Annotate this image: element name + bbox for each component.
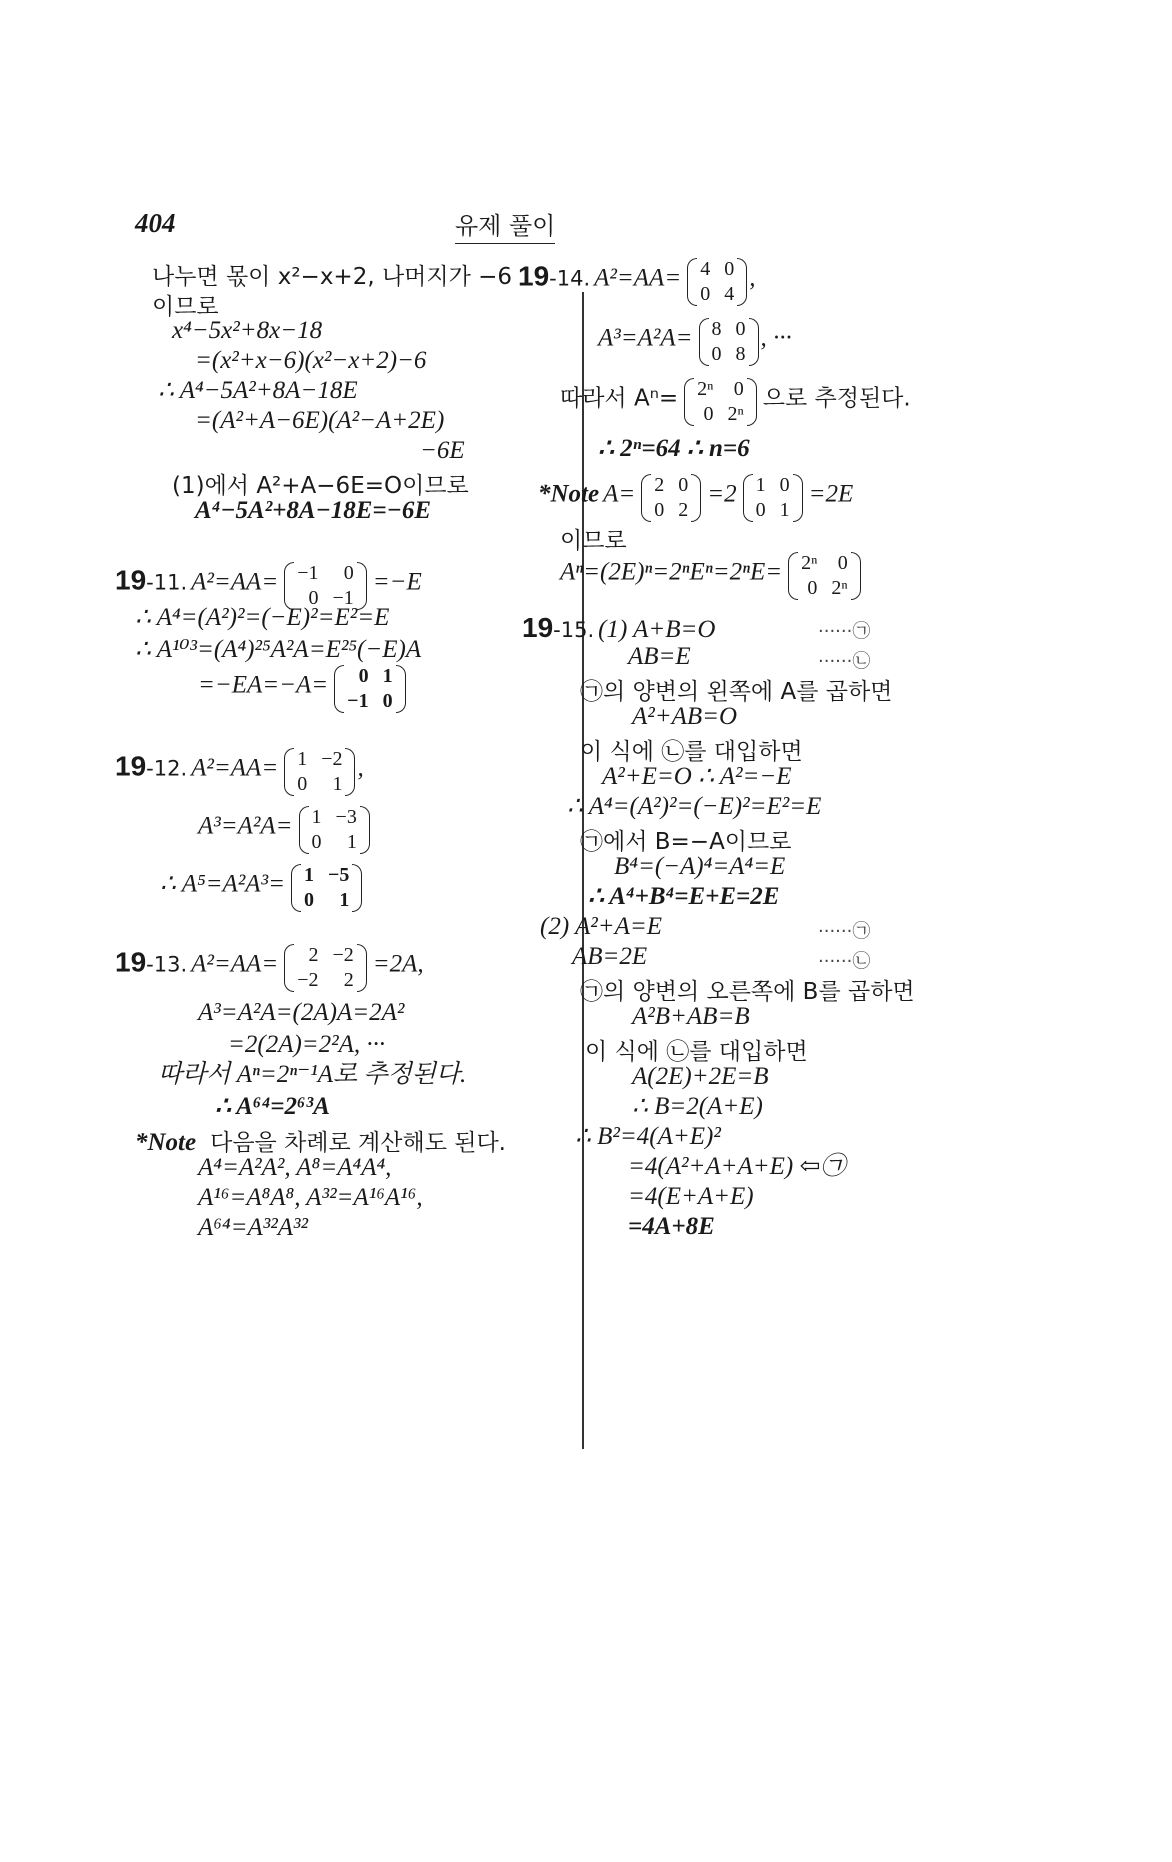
note-14: *Note A= 2 0 0 2 =2 1 0 0 1 =2E <box>538 474 854 521</box>
matrix-bracket <box>747 378 757 426</box>
matrix-entry: 2ⁿ <box>727 403 744 425</box>
matrix <box>684 378 757 426</box>
matrix <box>699 318 759 366</box>
matrix-entry: −2 <box>321 748 343 770</box>
math-line: B⁴=(−A)⁴=A⁴=E <box>614 853 786 880</box>
matrix-bracket <box>691 474 701 522</box>
math-line: A⁴=A²A², A⁸=A⁴A⁴, <box>198 1154 392 1181</box>
matrix-entry: 0 <box>724 258 735 280</box>
matrix <box>291 864 362 912</box>
matrix-bracket <box>684 378 694 426</box>
matrix-entry: −1 <box>297 562 319 584</box>
matrix-bracket <box>357 944 367 992</box>
matrix-entry: 2 <box>308 944 319 966</box>
matrix-bracket <box>743 474 753 522</box>
matrix-bracket <box>334 665 344 713</box>
matrix-entry: −3 <box>335 806 357 828</box>
matrix-entry: 0 <box>700 283 711 305</box>
math-line: ∴ A⁴=(A²)²=(−E)²=E²=E <box>135 604 390 631</box>
math-line: A³=A²A=(2A)A=2A² <box>198 999 405 1026</box>
matrix-bracket <box>396 665 406 713</box>
matrix-entry: 2ⁿ <box>801 552 818 574</box>
matrix-entry: 8 <box>711 318 722 340</box>
math-line: A³=A²A= 8 0 0 8 , ··· <box>598 318 792 365</box>
matrix-entry: 0 <box>837 552 848 574</box>
matrix-entry: 0 <box>311 831 322 853</box>
math-line: =4(A²+A+A+E) ⇦㉠ <box>628 1153 846 1180</box>
matrix-bracket <box>737 258 747 306</box>
problem-19-12: 19-12. A²=AA= 1 −2 0 1 , <box>115 748 364 795</box>
matrix-entry: −2 <box>297 969 319 991</box>
matrix-entry: 0 <box>779 474 790 496</box>
math-line: A²+AB=O <box>632 703 738 730</box>
matrix-entry: 0 <box>382 690 393 712</box>
matrix-entry: 4 <box>724 283 735 305</box>
matrix-entry: −1 <box>347 690 369 712</box>
matrix <box>299 806 370 854</box>
matrix-bracket <box>345 748 355 796</box>
problem-19-11: 19-11. A²=AA= −1 0 0 −1 =−E <box>115 562 422 609</box>
text-line: 이 식에 ㉡를 대입하면 <box>580 739 803 765</box>
matrix-entry: −5 <box>327 864 350 886</box>
matrix-bracket <box>284 748 294 796</box>
matrix-bracket <box>788 552 798 600</box>
matrix-entry: 0 <box>654 499 665 521</box>
math-line: ∴ A⁵=A²A³= 1 −5 0 1 <box>160 864 364 912</box>
problem-19-14: 19-14. A²=AA= 4 0 0 4 , <box>518 258 756 305</box>
matrix <box>743 474 803 522</box>
text-line: (1)에서 A²+A−6E=O이므로 <box>172 473 469 499</box>
equation-marker: ······㉡ <box>818 951 871 972</box>
math-line: =(A²+A−6E)(A²−A+2E) <box>195 407 445 434</box>
math-line: =4(E+A+E) <box>628 1183 754 1210</box>
math-line: ∴ A⁴−5A²+8A−18E <box>158 377 358 404</box>
math-line: A²+E=O ∴ A²=−E <box>602 763 792 790</box>
matrix-bracket <box>284 562 294 610</box>
text-line: ㉠의 양변의 왼쪽에 A를 곱하면 <box>580 679 893 705</box>
matrix-entry: 8 <box>735 343 746 365</box>
problem-19-13: 19-13. A²=AA= 2 −2 −2 2 =2A, <box>115 944 424 991</box>
matrix-entry: 0 <box>343 562 354 584</box>
text-line: ㉠의 양변의 오른쪽에 B를 곱하면 <box>580 979 915 1005</box>
matrix-entry: 1 <box>755 474 766 496</box>
math-line: x⁴−5x²+8x−18 <box>172 317 323 344</box>
math-line: =2(2A)=2²A, ··· <box>228 1031 386 1058</box>
matrix-bracket <box>360 806 370 854</box>
equation-marker: ······㉠ <box>818 921 871 942</box>
math-line: ∴ A⁴=(A²)²=(−E)²=E²=E <box>567 793 822 820</box>
math-line: =−EA=−A= 0 1 −1 0 <box>198 665 408 713</box>
math-line: ∴ A⁴+B⁴=E+E=2E <box>588 883 780 910</box>
matrix-bracket <box>357 562 367 610</box>
matrix-entry: 0 <box>733 378 744 400</box>
matrix-entry: 0 <box>308 587 319 609</box>
page-title: 유제 풀이 <box>455 206 555 244</box>
math-line: ∴ 2ⁿ=64 ∴ n=6 <box>598 435 750 462</box>
math-line: A⁶⁴=A³²A³² <box>198 1214 309 1241</box>
math-line: (2) A²+A=E <box>540 913 662 940</box>
matrix <box>641 474 701 522</box>
matrix-entry: 0 <box>807 577 818 599</box>
text-line: 이므로 <box>560 528 627 554</box>
math-line: =4A+8E <box>628 1213 715 1240</box>
matrix-bracket <box>299 806 309 854</box>
matrix-entry: 0 <box>303 889 314 911</box>
math-line: A³=A²A= 1 −3 0 1 <box>198 806 372 854</box>
matrix-bracket <box>352 864 362 912</box>
matrix-entry: 4 <box>700 258 711 280</box>
math-line: 따라서 Aⁿ= 2ⁿ 0 0 2ⁿ 으로 추정된다. <box>560 378 911 425</box>
matrix-bracket <box>699 318 709 366</box>
matrix-entry: 2 <box>678 499 689 521</box>
matrix-entry: 2ⁿ <box>697 378 714 400</box>
matrix-bracket <box>851 552 861 600</box>
math-line: A(2E)+2E=B <box>632 1063 769 1090</box>
math-line: AB=E <box>628 643 691 670</box>
matrix-bracket <box>291 864 301 912</box>
math-line: AB=2E <box>572 943 648 970</box>
matrix-entry: 0 <box>703 403 714 425</box>
matrix-entry: 2 <box>654 474 665 496</box>
matrix-entry: 0 <box>735 318 746 340</box>
matrix-entry: 0 <box>297 773 308 795</box>
equation-marker: ······㉡ <box>818 651 871 672</box>
matrix-entry: 0 <box>678 474 689 496</box>
math-line: −6E <box>420 437 465 464</box>
matrix-entry: 1 <box>297 748 308 770</box>
matrix <box>687 258 747 306</box>
equation-marker: ······㉠ <box>818 621 871 642</box>
matrix-entry: 1 <box>382 665 393 687</box>
column-divider <box>582 292 584 1449</box>
text-line: 이므로 <box>152 294 219 320</box>
math-line: A¹⁶=A⁸A⁸, A³²=A¹⁶A¹⁶, <box>198 1184 423 1211</box>
matrix-entry: 1 <box>779 499 790 521</box>
problem-19-15: 19-15. (1) A+B=O <box>522 612 716 643</box>
text-line: ㉠에서 B=−A이므로 <box>580 829 792 855</box>
matrix-entry: 1 <box>346 831 357 853</box>
math-line: ∴ A¹⁰³=(A⁴)²⁵A²A=E²⁵(−E)A <box>135 636 422 663</box>
math-line: Aⁿ=(2E)ⁿ=2ⁿEⁿ=2ⁿE= 2ⁿ 0 0 2ⁿ <box>560 552 863 600</box>
matrix-bracket <box>749 318 759 366</box>
matrix-entry: −1 <box>332 587 354 609</box>
matrix-entry: 1 <box>332 773 343 795</box>
math-line: =(x²+x−6)(x²−x+2)−6 <box>195 347 427 374</box>
matrix <box>788 552 861 600</box>
matrix-entry: 0 <box>711 343 722 365</box>
matrix-bracket <box>687 258 697 306</box>
matrix-entry: 1 <box>339 889 350 911</box>
math-line: A²B+AB=B <box>632 1003 750 1030</box>
note-13: *Note 다음을 차례로 계산해도 된다. <box>135 1129 506 1156</box>
matrix-entry: 2 <box>343 969 354 991</box>
matrix-bracket <box>284 944 294 992</box>
page-number: 404 <box>135 208 176 238</box>
matrix-bracket <box>641 474 651 522</box>
matrix <box>284 748 355 796</box>
math-line: A⁴−5A²+8A−18E=−6E <box>195 497 431 524</box>
matrix <box>284 562 367 610</box>
math-line: ∴ B²=4(A+E)² <box>575 1123 721 1150</box>
math-line: ∴ B=2(A+E) <box>632 1093 763 1120</box>
matrix <box>284 944 367 992</box>
text-line: 이 식에 ㉡를 대입하면 <box>585 1039 808 1065</box>
matrix-entry: 1 <box>303 864 314 886</box>
matrix-bracket <box>793 474 803 522</box>
text-line: 나누면 몫이 x²−x+2, 나머지가 −6 <box>152 264 513 290</box>
matrix-entry: 1 <box>311 806 322 828</box>
matrix <box>334 665 405 713</box>
matrix-entry: 0 <box>755 499 766 521</box>
math-line: 따라서 Aⁿ=2ⁿ⁻¹A로 추정된다. <box>158 1061 467 1088</box>
math-line: ∴ A⁶⁴=2⁶³A <box>215 1093 330 1120</box>
matrix-entry: 0 <box>358 665 369 687</box>
matrix-entry: −2 <box>332 944 354 966</box>
matrix-entry: 2ⁿ <box>831 577 848 599</box>
